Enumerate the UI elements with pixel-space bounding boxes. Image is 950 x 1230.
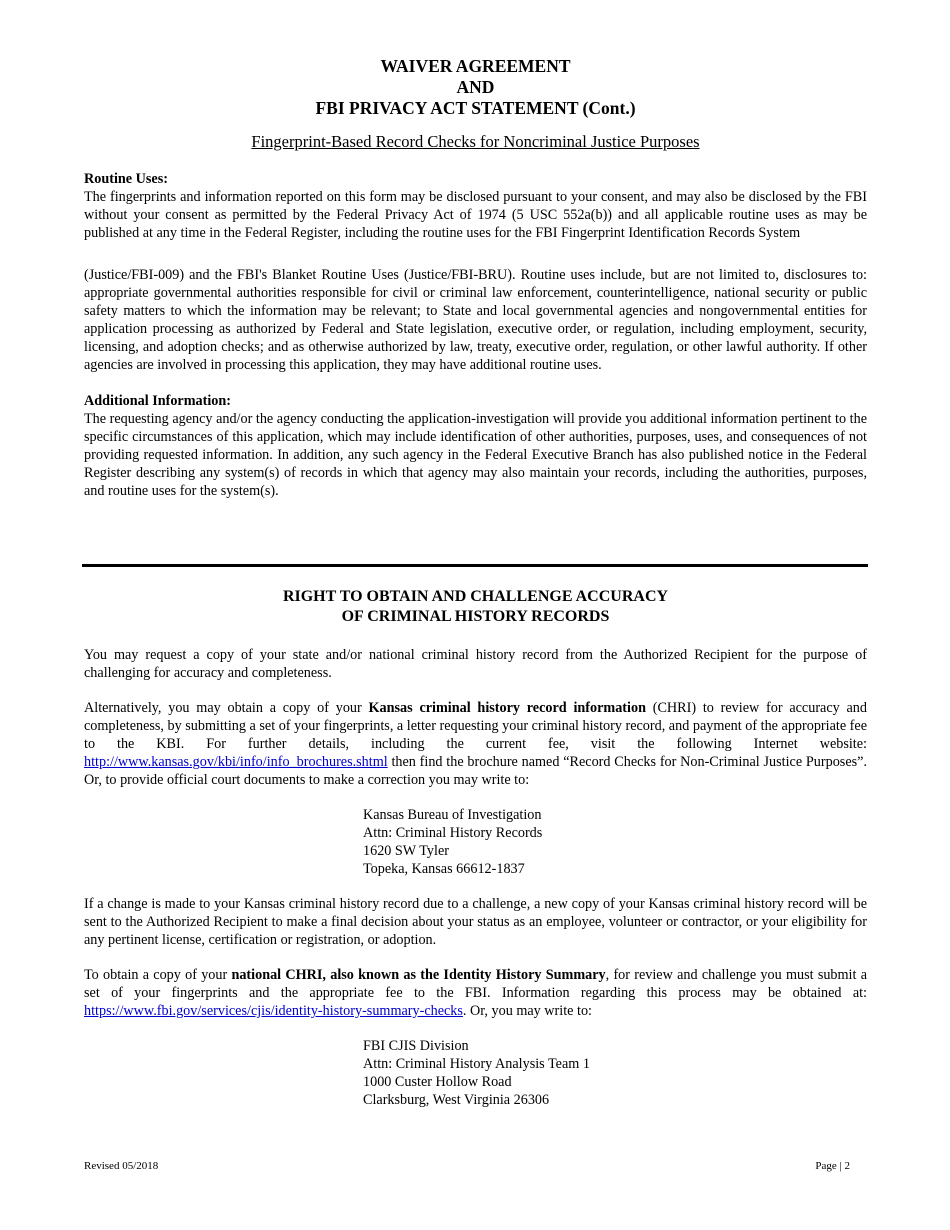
text-span: . Or, you may write to: [462,1003,592,1019]
right-section-title [84,587,867,627]
right-title-line-1: RIGHT TO OBTAIN AND CHALLENGE ACCURACY [282,588,669,605]
text-span: To obtain a copy of your [84,967,232,983]
kbi-brochures-link[interactable]: http://www.kansas.gov/kbi/info/info_brochures.shtml [84,754,388,770]
kansas-chri-paragraph [84,699,867,789]
document-page [84,56,867,500]
text-span: , for review and challenge you must submit a set of your fingerprints and the appropriate fee to the FBI. Information regarding this process may be obtained at: [84,967,867,1001]
address-line: Kansas Bureau of Investigation [363,807,542,823]
text-span: Alternatively, you may obtain a copy of your [84,700,369,716]
document-subtitle: Fingerprint-Based Record Checks for Noncriminal Justice Purposes [251,132,700,151]
request-copy-paragraph: You may request a copy of your state and/or national criminal history record from the Authorized Recipient for the purpose of challenging for accuracy and completeness. [84,647,867,681]
right-title-line-2: OF CRIMINAL HISTORY RECORDS [341,608,610,625]
address-line: Topeka, Kansas 66612-1837 [363,861,525,877]
page-number: Page | 2 [815,1160,850,1172]
document-title [84,56,867,119]
text-span: (CHRI) to review for accuracy and completeness, by submitting a set of your fingerprints, a letter requesting your criminal history record, and payment of the appropriate fee to the KBI. For further details, including the current fee, visit the following Internet website: [84,700,867,752]
kbi-address-block [363,806,867,878]
address-line: Clarksburg, West Virginia 26306 [363,1092,550,1108]
title-line-3: FBI PRIVACY ACT STATEMENT (Cont.) [315,98,636,118]
right-to-challenge-section [84,587,867,1109]
address-line: 1620 SW Tyler [363,843,449,859]
title-line-1: WAIVER AGREEMENT [380,56,571,76]
additional-info-section [84,392,867,500]
kansas-chri-bold: Kansas criminal history record information [368,700,646,716]
title-line-2: AND [456,77,495,97]
routine-uses-heading: Routine Uses: [84,171,168,187]
additional-info-heading: Additional Information: [84,393,232,409]
address-line: 1000 Custer Hollow Road [363,1074,512,1090]
national-chri-bold: national CHRI, also known as the Identity History Summary [231,967,606,983]
routine-uses-paragraph-2: (Justice/FBI-009) and the FBI's Blanket Routine Uses (Justice/FBI-BRU). Routine uses include, but are not limited to, disclosures to: appropriate governmental authorities responsible for civil or criminal law enforcement, counterintelligence, national security or public safety matters to which the information may be relevant; to State and local governmental agencies and nongovernmental entities for application processing as authorized by Federal and State legislation, executive order, or regulation, including employment, security, licensing, and adoption checks; and as otherwise authorized by law, treaty, executive order, regulation, or other lawful authority. If other agencies are involved in processing this application, they may have additional routine uses. [84,267,867,373]
address-line: FBI CJIS Division [363,1038,469,1054]
routine-uses-paragraph-1: The fingerprints and information reported on this form may be disclosed pursuant to your consent, and may also be disclosed by the FBI without your consent as permitted by the Federal Privacy Act of 1974 (5 USC 552a(b)) and all applicable routine uses as may be published at any time in the Federal Register, including the routine uses for the FBI Fingerprint Identification Records System [84,189,867,241]
address-line: Attn: Criminal History Analysis Team 1 [363,1056,590,1072]
national-chri-paragraph [84,966,867,1020]
fbi-identity-history-link[interactable]: https://www.fbi.gov/services/cjis/identity-history-summary-checks [84,1003,463,1019]
section-divider [82,564,868,567]
additional-info-paragraph: The requesting agency and/or the agency conducting the application-investigation will provide you additional information pertinent to the specific circumstances of this application, which may include identification of other authorities, purposes, uses, and consequences of not providing requested information. In addition, any such agency in the Federal Executive Branch has also published notice in the Federal Register describing any system(s) of records in which that agency may also maintain your records, including the authorities, purposes, and routine uses for the system(s). [84,411,867,499]
address-line: Attn: Criminal History Records [363,825,543,841]
text-span: then find the brochure named “Record Checks for Non-Criminal Justice Purposes”. Or, to provide official court documents to make a correction you may write to: [84,754,867,788]
routine-uses-section [84,170,867,374]
revised-date: Revised 05/2018 [84,1160,159,1172]
change-made-paragraph: If a change is made to your Kansas criminal history record due to a challenge, a new copy of your Kansas criminal history record will be sent to the Authorized Recipient to make a final decision about your status as an employee, volunteer or contractor, or your eligibility for any pertinent license, certification or registration, or adoption. [84,896,867,948]
fbi-address-block [363,1037,867,1109]
